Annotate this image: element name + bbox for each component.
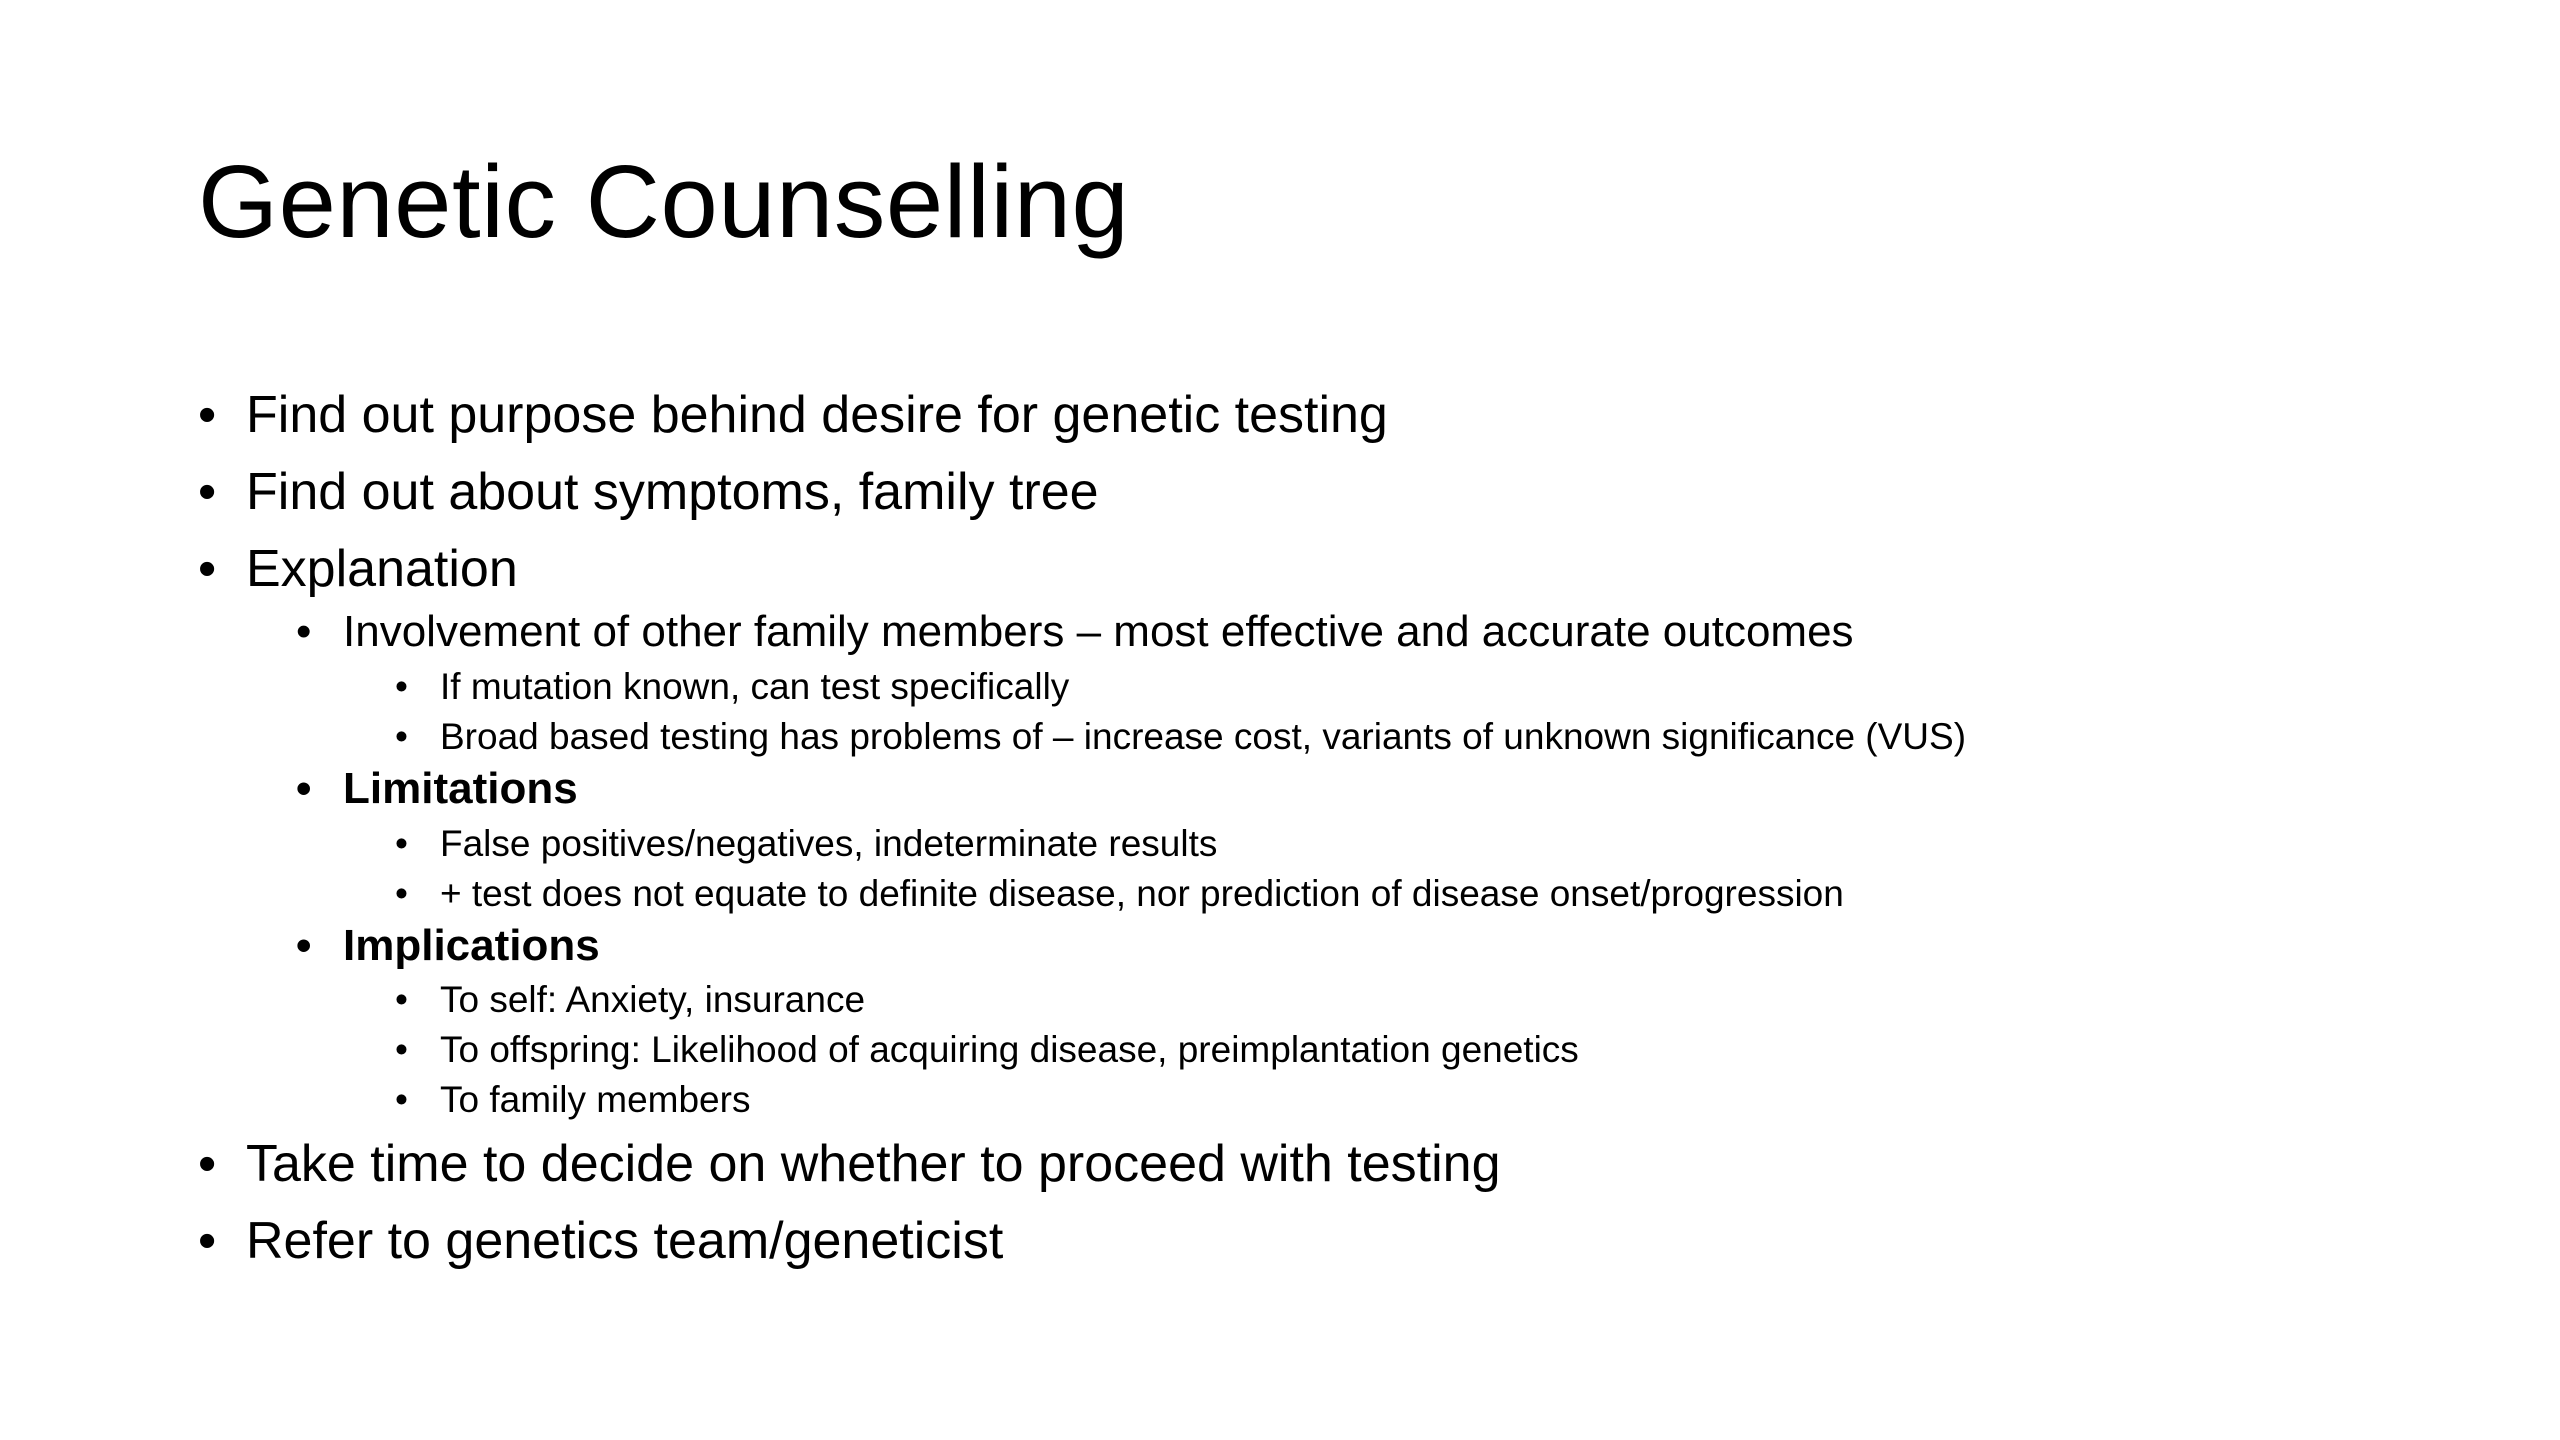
sub-bullet-item-involvement — [296, 605, 1854, 659]
bullet-text: Find out about symptoms, family tree — [246, 463, 1099, 521]
bullet-marker: • — [198, 540, 217, 598]
bullet-marker: • — [296, 607, 312, 656]
bullet-marker: • — [198, 463, 217, 521]
bullet-item-refer — [198, 1210, 1004, 1272]
sub-bullet-item-limitations — [296, 762, 578, 816]
bullet-text: Explanation — [246, 540, 518, 598]
sub-sub-bullet-item-mutation-known — [395, 664, 1070, 710]
bullet-item-take-time — [198, 1133, 1501, 1195]
bullet-marker: • — [395, 716, 408, 757]
bullet-text: Take time to decide on whether to proceed with testing — [246, 1135, 1501, 1193]
bullet-text: To self: Anxiety, insurance — [440, 979, 866, 1020]
sub-sub-bullet-item-to-offspring — [395, 1027, 1579, 1073]
bullet-text: Refer to genetics team/geneticist — [246, 1212, 1004, 1270]
sub-sub-bullet-item-to-family — [395, 1077, 751, 1123]
sub-sub-bullet-item-to-self — [395, 977, 866, 1023]
sub-sub-bullet-item-false-results — [395, 821, 1218, 867]
bullet-item-explanation — [198, 538, 518, 600]
sub-sub-bullet-item-positive-test — [395, 871, 1844, 917]
bullet-marker: • — [198, 1212, 217, 1270]
bullet-marker: • — [296, 764, 312, 813]
bullet-item-symptoms — [198, 461, 1099, 523]
bullet-text: False positives/negatives, indeterminate results — [440, 823, 1218, 864]
bullet-text: Involvement of other family members – most effective and accurate outcomes — [343, 607, 1854, 656]
bullet-marker: • — [395, 979, 408, 1020]
slide-title: Genetic Counselling — [198, 144, 1130, 259]
bullet-marker: • — [198, 386, 217, 444]
bullet-text: To family members — [440, 1079, 751, 1120]
bullet-marker: • — [395, 823, 408, 864]
bullet-marker: • — [395, 873, 408, 914]
bullet-text: Implications — [343, 921, 600, 970]
sub-sub-bullet-item-broad-based — [395, 714, 1967, 760]
sub-bullet-item-implications — [296, 919, 600, 973]
bullet-text: To offspring: Likelihood of acquiring disease, preimplantation genetics — [440, 1029, 1579, 1070]
bullet-text: Find out purpose behind desire for genetic testing — [246, 386, 1388, 444]
bullet-marker: • — [395, 666, 408, 707]
bullet-marker: • — [395, 1029, 408, 1070]
bullet-marker: • — [296, 921, 312, 970]
bullet-item-purpose — [198, 384, 1388, 446]
bullet-marker: • — [198, 1135, 217, 1193]
bullet-text: + test does not equate to definite disease, nor prediction of disease onset/progression — [440, 873, 1844, 914]
bullet-text: If mutation known, can test specifically — [440, 666, 1070, 707]
bullet-text: Broad based testing has problems of – increase cost, variants of unknown significance (VUS) — [440, 716, 1967, 757]
bullet-marker: • — [395, 1079, 408, 1120]
bullet-text: Limitations — [343, 764, 578, 813]
